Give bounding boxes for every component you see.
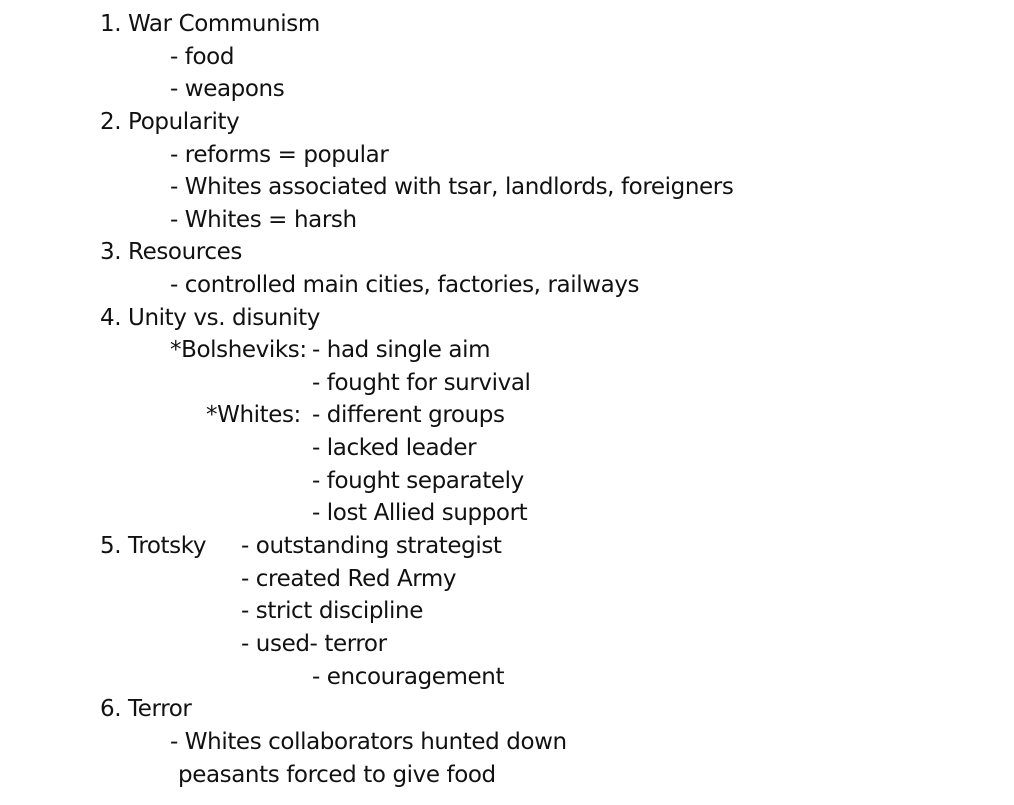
bullet-weapons: - weapons bbox=[170, 76, 285, 102]
bullet-encouragement: - encouragement bbox=[312, 664, 505, 690]
bullet-controlled-cities: - controlled main cities, factories, railways bbox=[170, 272, 640, 298]
bullet-single-aim: - had single aim bbox=[312, 337, 491, 363]
bullet-lacked-leader: - lacked leader bbox=[312, 435, 477, 461]
bullet-lost-allied-support: - lost Allied support bbox=[312, 500, 528, 526]
label-whites: *Whites: bbox=[206, 402, 301, 428]
bullet-fought-survival: - fought for survival bbox=[312, 370, 531, 396]
bullet-peasants-forced: peasants forced to give food bbox=[178, 762, 496, 788]
bullet-food: - food bbox=[170, 44, 235, 70]
bullet-whites-collaborators: - Whites collaborators hunted down bbox=[170, 729, 567, 755]
section-heading-resources: 3. Resources bbox=[100, 239, 242, 265]
bullet-different-groups: - different groups bbox=[312, 402, 505, 428]
bullet-fought-separately: - fought separately bbox=[312, 468, 524, 494]
label-bolsheviks: *Bolsheviks: bbox=[170, 337, 307, 363]
bullet-whites-associated: - Whites associated with tsar, landlords, foreigners bbox=[170, 174, 734, 200]
bullet-used-terror: - used- terror bbox=[241, 631, 387, 657]
section-heading-war-communism: 1. War Communism bbox=[100, 11, 320, 37]
section-heading-terror: 6. Terror bbox=[100, 696, 192, 722]
bullet-whites-harsh: - Whites = harsh bbox=[170, 207, 357, 233]
section-heading-trotsky: 5. Trotsky bbox=[100, 533, 207, 559]
bullet-strict-discipline: - strict discipline bbox=[241, 598, 423, 624]
section-heading-unity: 4. Unity vs. disunity bbox=[100, 305, 320, 331]
bullet-reforms-popular: - reforms = popular bbox=[170, 142, 389, 168]
bullet-created-red-army: - created Red Army bbox=[241, 566, 457, 592]
bullet-outstanding-strategist: - outstanding strategist bbox=[241, 533, 502, 559]
section-heading-popularity: 2. Popularity bbox=[100, 109, 240, 135]
